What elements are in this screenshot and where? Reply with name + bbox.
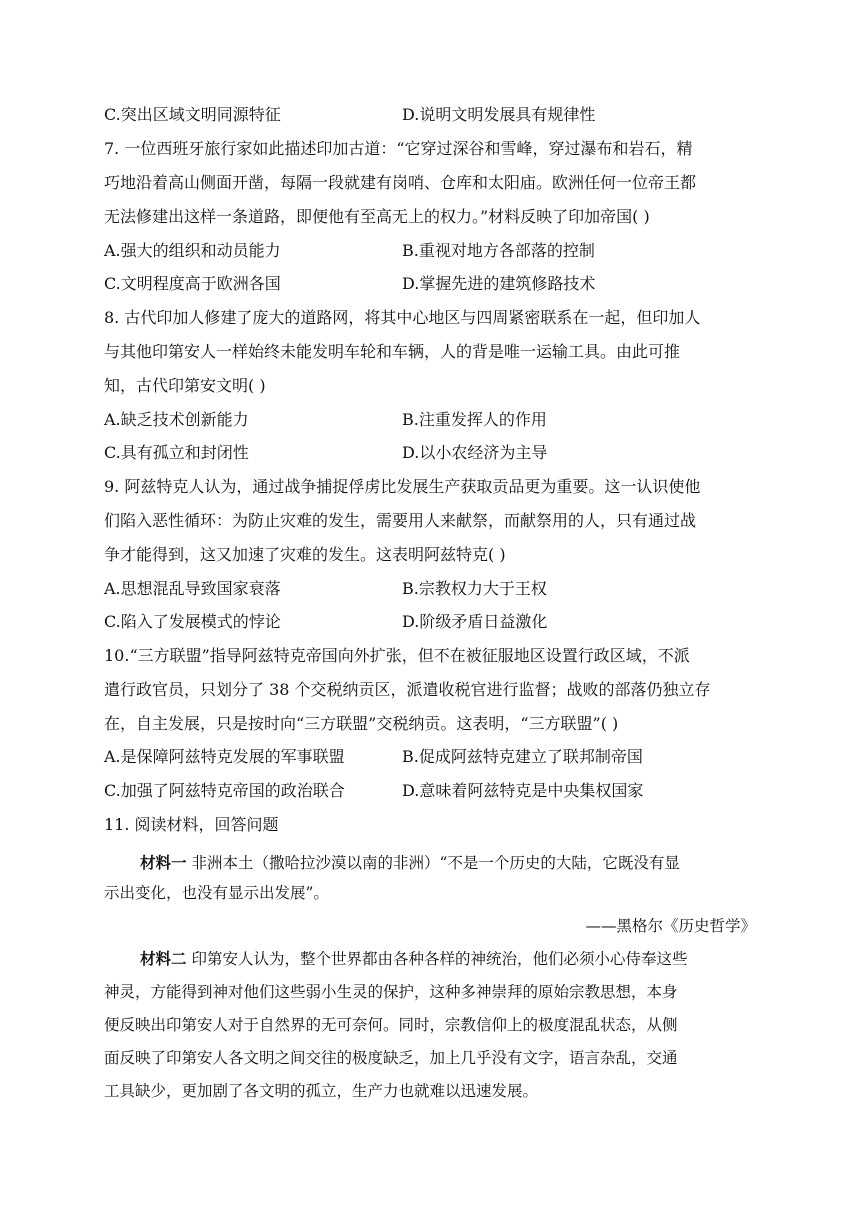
q8-stem-line-2: 与其他印第安人一样始终未能发明车轮和车辆，人的背是唯一运输工具。由此可推 bbox=[104, 342, 681, 361]
q7-options-ab bbox=[104, 240, 784, 262]
q10-stem-line-2: 遣行政官员，只划分了 38 个交税纳贡区，派遣收税官进行监督；战败的部落仍独立存 bbox=[104, 680, 711, 699]
q8-option-c: C.具有孤立和封闭性 bbox=[104, 443, 249, 462]
material-2-label: 材料二 bbox=[140, 949, 187, 968]
q10-option-c: C.加强了阿兹特克帝国的政治联合 bbox=[104, 781, 345, 800]
q7-stem-line-3: 无法修建出这样一条道路，即便他有至高无上的权力。”材料反映了印加帝国( ) bbox=[104, 207, 650, 226]
q7-options-cd bbox=[104, 273, 784, 295]
q8-options-ab bbox=[104, 409, 784, 431]
q11-material-2-line-5: 工具缺少，更加剧了各文明的孤立，生产力也就难以迅速发展。 bbox=[104, 1082, 539, 1100]
q10-options-ab bbox=[104, 746, 784, 768]
q7-option-a: A.强大的组织和动员能力 bbox=[104, 241, 281, 260]
material-1-text-start: 非洲本土（撒哈拉沙漠以南的非洲）“不是一个历史的大陆，它既没有显 bbox=[186, 854, 680, 872]
q9-stem-line-1: 9. 阿兹特克人认为，通过战争捕捉俘虏比发展生产获取贡品更为重要。这一认识使他 bbox=[104, 477, 701, 496]
q9-option-c: C.陷入了发展模式的悖论 bbox=[104, 612, 281, 631]
q9-option-d: D.阶级矛盾日益激化 bbox=[402, 612, 548, 631]
q11-material-1-line-1 bbox=[140, 852, 820, 874]
q10-stem-line-1: 10.“三方联盟”指导阿兹特克帝国向外扩张，但不在被征服地区设置行政区域，不派 bbox=[104, 646, 690, 665]
q10-option-b: B.促成阿兹特克建立了联邦制帝国 bbox=[402, 747, 643, 766]
q7-stem-line-1: 7. 一位西班牙旅行家如此描述印加古道：“它穿过深谷和雪峰，穿过瀑布和岩石，精 bbox=[104, 139, 693, 158]
q10-option-d: D.意味着阿兹特克是中央集权国家 bbox=[402, 781, 644, 800]
material-1-label: 材料一 bbox=[140, 853, 187, 872]
material-2-text-start: 印第安人认为，整个世界都由各种各样的神统治，他们必须小心侍奉这些 bbox=[186, 950, 688, 968]
q10-option-a: A.是保障阿兹特克发展的军事联盟 bbox=[104, 747, 345, 766]
q9-options-cd bbox=[104, 611, 784, 633]
q7-option-b: B.重视对地方各部落的控制 bbox=[402, 241, 595, 260]
q9-option-b: B.宗教权力大于王权 bbox=[402, 579, 547, 598]
q10-stem-line-3: 在，自主发展，只是按时向“三方联盟”交税纳贡。这表明，“三方联盟”( ) bbox=[104, 714, 619, 733]
q11-stem: 11. 阅读材料，回答问题 bbox=[104, 815, 279, 834]
q6-options-cd bbox=[104, 104, 784, 126]
q8-stem-line-3: 知，古代印第安文明( ) bbox=[104, 376, 266, 395]
q9-stem-line-2: 们陷入恶性循环：为防止灾难的发生，需要用人来献祭，而献祭用的人，只有通过战 bbox=[104, 511, 697, 530]
q8-option-b: B.注重发挥人的作用 bbox=[402, 410, 547, 429]
q7-option-c: C.文明程度高于欧洲各国 bbox=[104, 274, 281, 293]
q6-option-d: D.说明文明发展具有规律性 bbox=[402, 105, 596, 124]
q8-option-d: D.以小农经济为主导 bbox=[402, 443, 548, 462]
q11-material-1-line-2: 示出变化，也没有显示出发展”。 bbox=[104, 884, 329, 902]
q11-material-2-line-2: 神灵，方能得到神对他们这些弱小生灵的保护，这种多神崇拜的原始宗教思想，本身 bbox=[104, 983, 678, 1001]
q9-options-ab bbox=[104, 578, 784, 600]
q11-material-2-line-4: 面反映了印第安人各文明之间交往的极度缺乏，加上几乎没有文字，语言杂乱，交通 bbox=[104, 1049, 678, 1067]
q7-stem-line-2: 巧地沿着高山侧面开凿，每隔一段就建有岗哨、仓库和太阳庙。欧洲任何一位帝王都 bbox=[104, 173, 697, 192]
q11-material-1-source: ——黑格尔《历史哲学》 bbox=[585, 917, 756, 935]
q6-option-c: C.突出区域文明同源特征 bbox=[104, 105, 281, 124]
q11-material-2-line-3: 便反映出印第安人对于自然界的无可奈何。同时，宗教信仰上的极度混乱状态，从侧 bbox=[104, 1016, 678, 1034]
q9-stem-line-3: 争才能得到，这又加速了灾难的发生。这表明阿兹特克( ) bbox=[104, 545, 506, 564]
q11-material-2-line-1 bbox=[140, 948, 820, 970]
q8-option-a: A.缺乏技术创新能力 bbox=[104, 410, 249, 429]
q10-options-cd bbox=[104, 780, 784, 802]
q7-option-d: D.掌握先进的建筑修路技术 bbox=[402, 274, 596, 293]
q8-stem-line-1: 8. 古代印加人修建了庞大的道路网，将其中心地区与四周紧密联系在一起，但印加人 bbox=[104, 308, 701, 327]
q8-options-cd bbox=[104, 442, 784, 464]
q9-option-a: A.思想混乱导致国家衰落 bbox=[104, 579, 281, 598]
